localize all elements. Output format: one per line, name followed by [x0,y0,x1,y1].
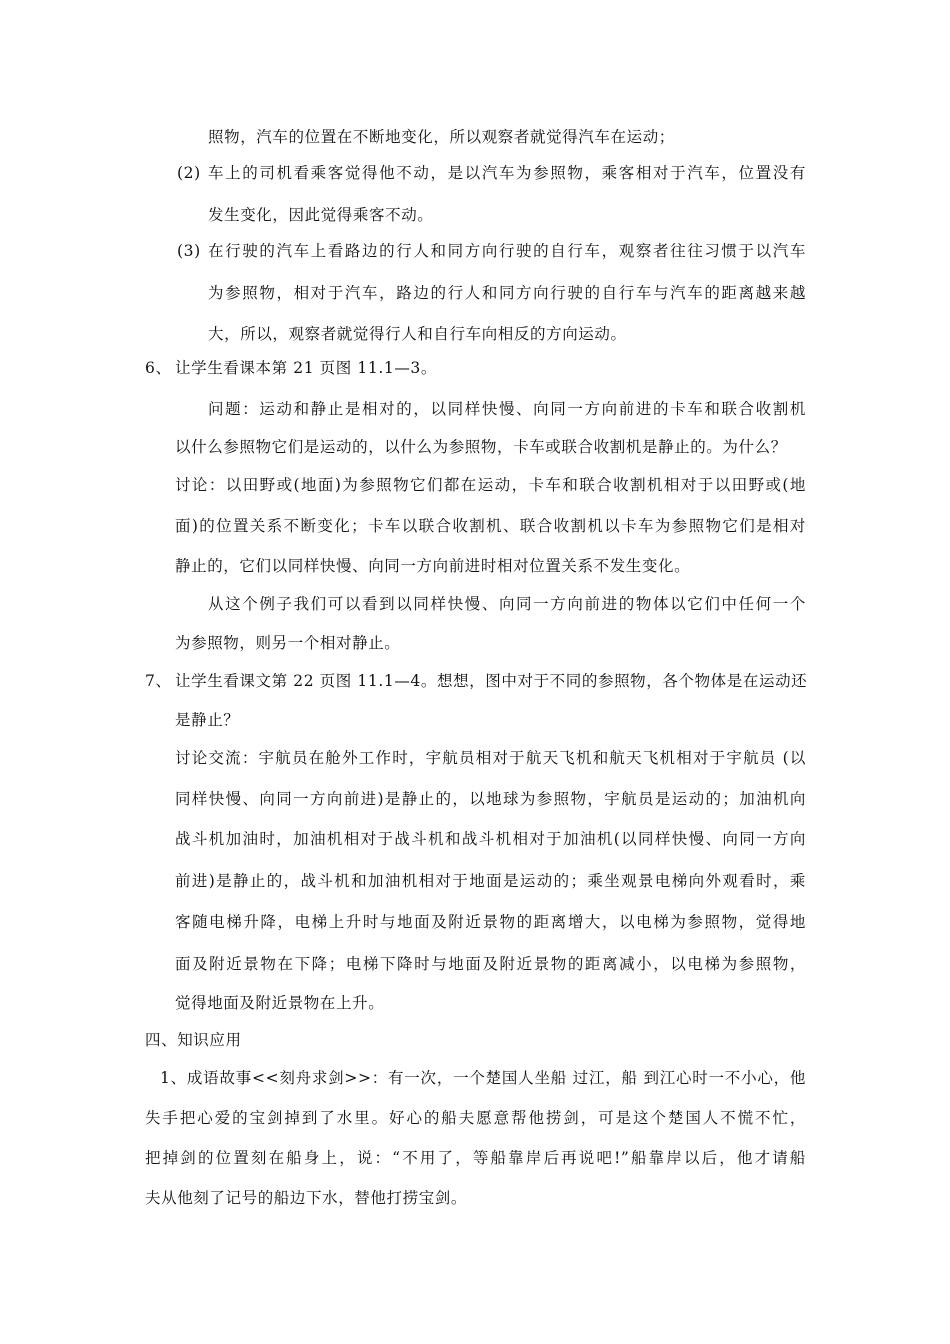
item3-number: (3) [177,242,201,260]
item3-line3: 大，所以，观察者就觉得行人和自行车向相反的方向运动。 [208,325,627,343]
section7-discussion-line5: 客随电梯升降，电梯上升时与地面及附近景物的距离增大，以电梯为参照物，觉得地 [175,913,806,931]
section6-question-line2: 以什么参照物它们是运动的，以什么为参照物，卡车或联合收割机是静止的。为什么？ [175,438,787,456]
item2-number: (2) [177,164,201,182]
story-line1: 1、成语故事<<刻舟求剑>>：有一次，一个楚国人坐船 过江，船 到江心时一不小心，他 [160,1069,806,1087]
section7-discussion-line2: 同样快慢、向同一方向前进)是静止的，以地球为参照物，宇航员是运动的；加油机向 [175,790,806,808]
section6-discussion-line2: 面)的位置关系不断变化；卡车以联合收割机、联合收割机以卡车为参照物它们是相对 [175,517,806,535]
section7-discussion-line4: 前进)是静止的，战斗机和加油机相对于地面是运动的；乘坐观景电梯向外观看时，乘 [175,872,806,890]
section6-discussion-line3: 静止的，它们以同样快慢、向同一方向前进时相对位置关系不发生变化。 [175,557,691,575]
item3-line1: 在行驶的汽车上看路边的行人和同方向行驶的自行车，观察者往往习惯于以汽车 [208,242,806,260]
section7-title-line2: 是静止？ [175,711,240,729]
section6-discussion-line1: 讨论：以田野或(地面)为参照物它们都在运动，卡车和联合收割机相对于以田野或(地 [175,476,806,494]
item3-line2: 为参照物，相对于汽车，路边的行人和同方向行驶的自行车与汽车的距离越来越 [208,284,806,302]
item1-continuation: 照物，汽车的位置在不断地变化，所以观察者就觉得汽车在运动； [208,128,675,146]
section6-conclusion-line2: 为参照物，则另一个相对静止。 [175,634,401,652]
section7-number: 7、 [145,672,172,690]
section6-question-line1: 问题：运动和静止是相对的，以同样快慢、向同一方向前进的卡车和联合收割机 [208,400,806,418]
section7-discussion-line7: 觉得地面及附近景物在上升。 [175,994,385,1012]
section6-number: 6、 [145,359,172,377]
section7-discussion-line3: 战斗机加油时，加油机相对于战斗机和战斗机相对于加油机(以同样快慢、向同一方向 [175,830,806,848]
section7-discussion-line6: 面及附近景物在下降；电梯下降时与地面及附近景物的距离减小，以电梯为参照物， [175,955,806,973]
item2-line2: 发生变化，因此觉得乘客不动。 [208,206,434,224]
story-line3: 把掉剑的位置刻在船身上，说：“不用了，等船靠岸后再说吧!”船靠岸以后，他才请船 [145,1149,806,1167]
section6-conclusion-line1: 从这个例子我们可以看到以同样快慢、向同一方向前进的物体以它们中任何一个 [208,595,806,613]
item2-line1: 车上的司机看乘客觉得他不动，是以汽车为参照物，乘客相对于汽车，位置没有 [208,164,806,182]
story-line2: 失手把心爱的宝剑掉到了水里。好心的船夫愿意帮他捞剑，可是这个楚国人不慌不忙， [145,1109,806,1127]
section4-heading: 四、知识应用 [145,1031,242,1049]
story-line4: 夫从他刻了记号的船边下水，替他打捞宝剑。 [145,1189,468,1207]
section6-title: 让学生看课本第 21 页图 11.1—3。 [175,359,437,377]
section7-discussion-line1: 讨论交流：宇航员在舱外工作时，宇航员相对于航天飞机和航天飞机相对于宇航员 (以 [175,749,806,767]
section7-title-line1: 让学生看课文第 22 页图 11.1—4。想想，图中对于不同的参照物，各个物体是在运动还 [175,672,808,690]
